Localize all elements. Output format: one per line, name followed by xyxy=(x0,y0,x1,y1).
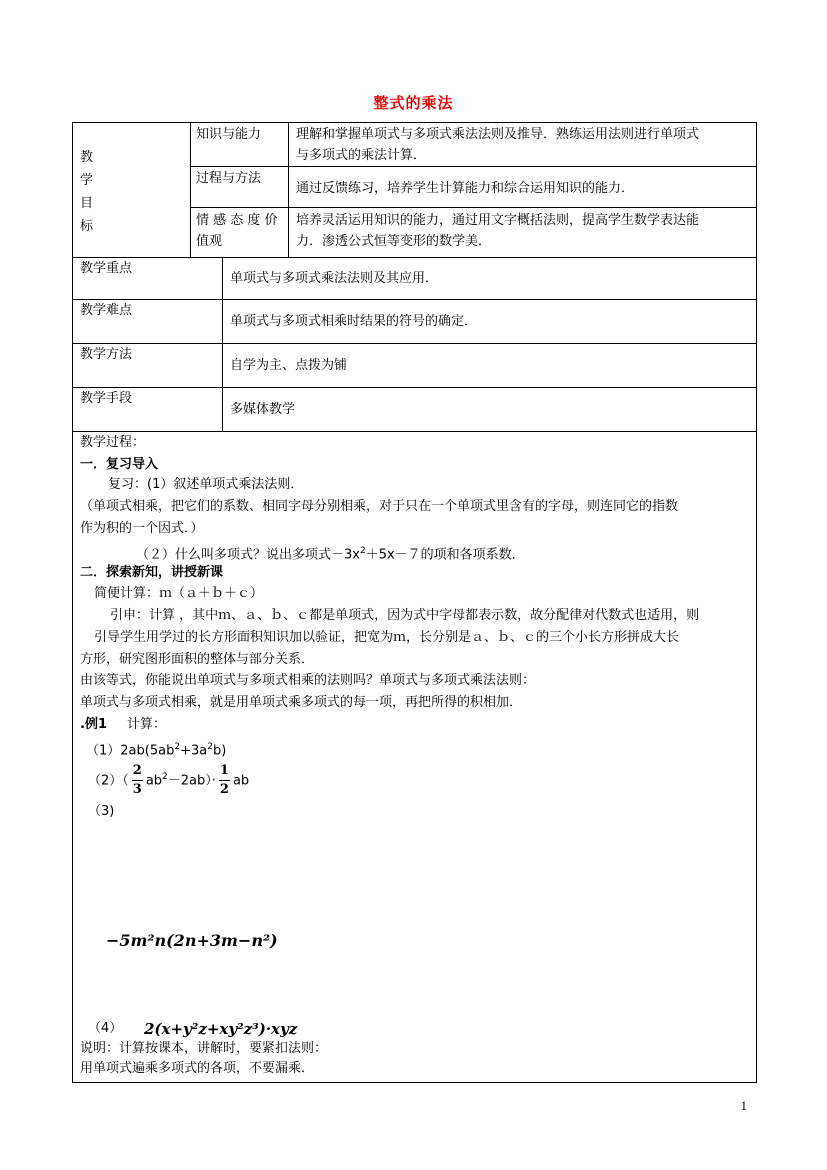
page-title: 整式的乘法 xyxy=(373,94,454,112)
info-label-method: 教学方法 xyxy=(80,347,133,362)
explore-line-3: 引导学生用学过的长方形面积知识加以验证，把宽为ｍ，长分别是ａ、ｂ、ｃ的三个小长方形拼成大长 xyxy=(94,630,680,645)
review-line-1: 复习：(1）叙述单项式乘法法则． xyxy=(108,477,304,492)
info-label-difficulty: 教学难点 xyxy=(80,303,133,318)
objective-content-process: 通过反馈练习，培养学生计算能力和综合运用知识的能力． xyxy=(296,181,635,196)
example-4-expression: 2(x+y²z+xy²z³)·xyz xyxy=(144,1020,298,1038)
page-number: 1 xyxy=(740,1098,747,1113)
info-content-method: 自学为主、点拨为铺 xyxy=(230,358,348,373)
example-heading: .例1 计算： xyxy=(80,717,166,732)
objective-label-knowledge: 知识与能力 xyxy=(196,127,262,142)
info-label-means: 教学手段 xyxy=(80,391,133,406)
example-3-label: （3) xyxy=(88,804,115,819)
review-line-4: （２）什么叫多项式？说出多项式$-3x^2+5x-7$的项和各项系数． xyxy=(136,546,525,563)
example-3-expression: −5m²n(2n+3m−n²) xyxy=(106,931,278,950)
objective-content-attitude: 培养灵活运用知识的能力，通过用文字概括法则，提高学生数学表达能 力．渗透公式恒等变形的数学美． xyxy=(296,213,700,249)
explore-line-2: 引申：计算 ，其中ｍ、ａ、ｂ、ｃ都是单项式，因为式中字母都表示数，故分配律对代数式也适用，则 xyxy=(110,608,700,623)
info-content-means: 多媒体教学 xyxy=(230,402,296,417)
process-heading: 教学过程： xyxy=(80,435,146,450)
objective-label-attitude: 情 感 态 度 价 值观 xyxy=(196,213,278,249)
objective-label-process: 过程与方法 xyxy=(196,171,262,186)
example-4-label: （4） xyxy=(88,1021,123,1036)
info-label-focus: 教学重点 xyxy=(80,261,133,276)
objectives-label: 教 学 目 标 xyxy=(80,150,94,234)
info-content-focus: 单项式与多项式乘法法则及其应用． xyxy=(230,271,439,286)
note-line-1: 说明：计算按课本，讲解时，要紧扣法则： xyxy=(80,1041,328,1056)
explore-line-1: 简便计算：ｍ（ａ＋ｂ＋ｃ） xyxy=(94,586,264,601)
section-1-title: 一．复习导入 xyxy=(80,457,159,472)
section-2-title: 二．探索新知，讲授新课 xyxy=(80,565,224,580)
note-line-2: 用单项式遍乘多项式的各项，不要漏乘． xyxy=(80,1061,315,1076)
example-1: $(1)2ab(5ab^2+3a^2b)$ xyxy=(86,742,227,759)
explore-line-5: 由该等式，你能说出单项式与多项式相乘的法则吗？单项式与多项式乘法法则： xyxy=(80,673,536,688)
review-line-3: 作为积的一个因式．） xyxy=(80,521,204,536)
review-line-2: （单项式相乘，把它们的系数、相同字母分别相乘，对于只在一个单项式里含有的字母，则连同它的指数 xyxy=(80,499,679,514)
explore-line-4: 方形，研究图形面积的整体与部分关系． xyxy=(80,652,315,667)
info-content-difficulty: 单项式与多项式相乘时结果的符号的确定． xyxy=(230,314,478,329)
example-2: （2）（ $\frac{2}{3}$ $ab^2-2ab)\cdot$ $\frac{1}{2}$ ab xyxy=(88,763,250,798)
objective-content-knowledge: 理解和掌握单项式与多项式乘法法则及推导．熟练运用法则进行单项式 与多项式的乘法计算． xyxy=(296,127,700,163)
explore-line-6: 单项式与多项式相乘，就是用单项式乘多项式的每一项，再把所得的积相加． xyxy=(80,695,523,710)
